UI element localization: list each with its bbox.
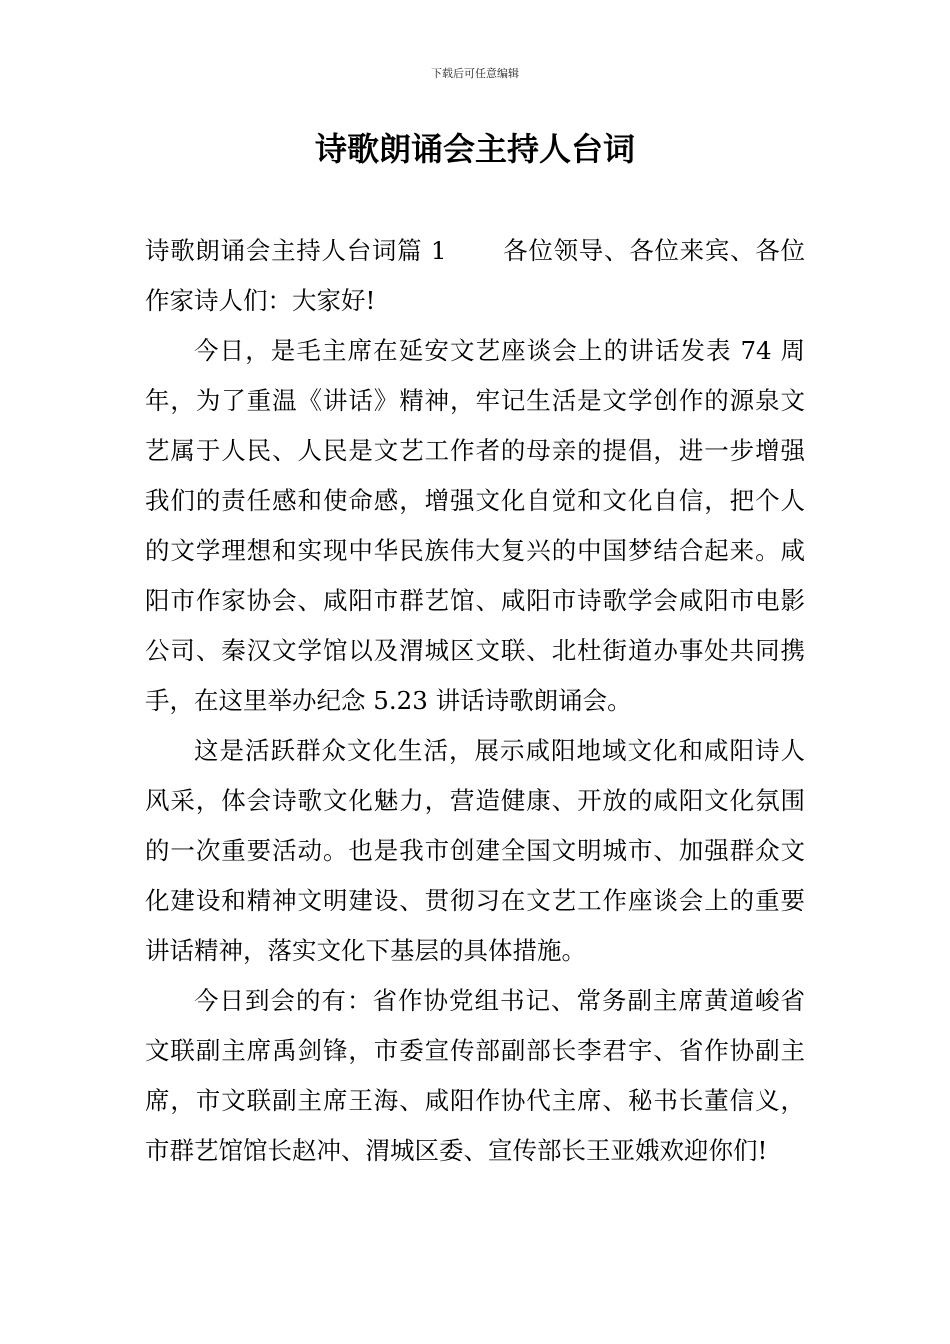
paragraph: 今日到会的有：省作协党组书记、常务副主席黄道峻省文联副主席禹剑锋，市委宣传部副部长李君宇、省作协副主席，市文联副主席王海、咸阳作协代主席、秘书长董信义，市群艺馆馆长赵冲、渭城区委、宣传部长王亚娥欢迎你们!	[145, 986, 805, 1165]
page-title: 诗歌朗诵会主持人台词	[314, 130, 635, 168]
section-heading: 诗歌朗诵会主持人台词篇 1	[145, 236, 447, 265]
header-note: 下载后可任意编辑	[431, 67, 519, 80]
paragraph: 今日，是毛主席在延安文艺座谈会上的讲话发表 74 周年，为了重温《讲话》精神，牢记生活是文学创作的源泉文艺属于人民、人民是文艺工作者的母亲的提倡，进一步增强我们的责任感和使命感，增强文化自觉和文化自信，把个人的文学理想和实现中华民族伟大复兴的中国梦结合起来。咸阳市作家协会、咸阳市群艺馆、咸阳市诗歌学会咸阳市电影公司、秦汉文学馆以及渭城区文联、北杜街道办事处共同携手，在这里举办纪念 5.23 讲话诗歌朗诵会。	[145, 336, 805, 715]
opening-line	[145, 226, 805, 326]
document-body	[145, 226, 805, 1176]
paragraph: 这是活跃群众文化生活，展示咸阳地域文化和咸阳诗人风采，体会诗歌文化魅力，营造健康、开放的咸阳文化氛围的一次重要活动。也是我市创建全国文明城市、加强群众文化建设和精神文明建设、贯彻习在文艺工作座谈会上的重要讲话精神，落实文化下基层的具体措施。	[145, 736, 805, 965]
greeting: 各位领导、各位来宾、各位作家诗人们：大家好!	[145, 236, 805, 315]
